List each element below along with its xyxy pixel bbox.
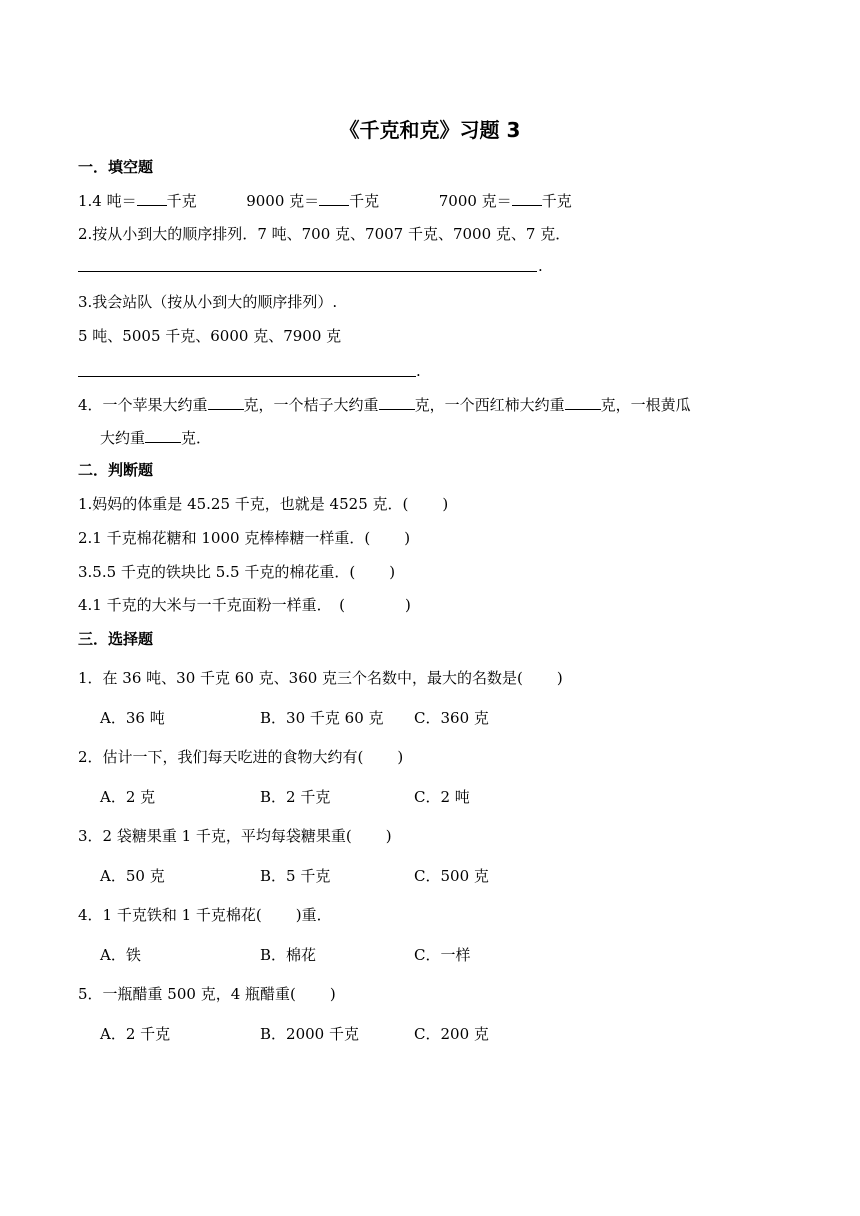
judge-item <box>78 494 448 514</box>
option-a[interactable]: A．36 吨 <box>100 709 165 727</box>
q1-c-prefix: 7000 克＝ <box>438 192 512 210</box>
judge-close: ) <box>404 596 411 614</box>
question-close: ) <box>329 985 336 1003</box>
question-stem: 4．1 千克铁和 1 千克棉花( <box>78 906 262 924</box>
judge-close: ) <box>442 495 449 513</box>
option-c[interactable]: C．500 克 <box>414 867 489 885</box>
option-b[interactable]: B．5 千克 <box>260 867 331 885</box>
question-1-2: 2.按从小到大的顺序排列．7 吨、700 克、7007 千克、7000 克、7 克． <box>78 225 571 243</box>
q1-b-suffix: 千克 <box>349 192 380 210</box>
q4-part: 大约重 <box>100 429 146 447</box>
q1-a-suffix: 千克 <box>166 192 197 210</box>
line-end-dot: . <box>416 362 421 380</box>
question-close: )重． <box>295 906 332 924</box>
judge-item <box>78 528 410 548</box>
page-title: 《千克和克》习题 3 <box>339 118 521 142</box>
question-stem: 3．2 袋糖果重 1 千克，平均每袋糖果重( <box>78 827 352 845</box>
option-a[interactable]: A．2 克 <box>100 788 156 806</box>
judge-text: 3.5.5 千克的铁块比 5.5 千克的棉花重．( <box>78 563 356 581</box>
section-heading-true-false: 二．判断题 <box>78 461 154 479</box>
option-c[interactable]: C．360 克 <box>414 709 489 727</box>
answer-blank[interactable] <box>145 427 181 443</box>
answer-blank[interactable] <box>565 394 601 410</box>
judge-text: 1.妈妈的体重是 45.25 千克，也就是 4525 克．( <box>78 495 409 513</box>
option-c[interactable]: C．一样 <box>414 946 471 964</box>
option-b[interactable]: B．30 千克 60 克 <box>260 709 384 727</box>
q4-part: 克，一根黄瓜 <box>600 396 691 414</box>
judge-item <box>78 595 411 615</box>
judge-text: 2.1 千克棉花糖和 1000 克棒棒糖一样重．( <box>78 529 371 547</box>
judge-text: 4.1 千克的大米与一千克面粉一样重． ( <box>78 596 345 614</box>
option-b[interactable]: B．2 千克 <box>260 788 331 806</box>
question-1-3-items: 5 吨、5005 千克、6000 克、7900 克 <box>78 327 342 345</box>
q4-part: 克，一个桔子大约重 <box>243 396 379 414</box>
question-stem: 1．在 36 吨、30 千克 60 克、360 克三个名数中，最大的名数是( <box>78 669 523 687</box>
question-stem: 2．估计一下，我们每天吃进的食物大约有( <box>78 748 364 766</box>
question-stem: 5．一瓶醋重 500 克，4 瓶醋重( <box>78 985 296 1003</box>
choice-question <box>78 905 332 925</box>
answer-blank[interactable] <box>379 394 415 410</box>
option-a[interactable]: A．2 千克 <box>100 1025 171 1043</box>
section-heading-fill-in: 一．填空题 <box>78 158 154 176</box>
answer-line[interactable] <box>78 271 537 272</box>
choice-question <box>78 984 336 1004</box>
choice-question <box>78 826 392 846</box>
q1-a-prefix: 1.4 吨＝ <box>78 192 137 210</box>
question-close: ) <box>556 669 563 687</box>
line-end-dot: . <box>538 257 543 275</box>
question-1-1 <box>78 190 572 211</box>
q4-part: 克，一个西红柿大约重 <box>414 396 565 414</box>
answer-blank[interactable] <box>137 190 167 206</box>
judge-close: ) <box>389 563 396 581</box>
option-a[interactable]: A．铁 <box>100 946 141 964</box>
q4-part: 克． <box>181 429 212 447</box>
option-c[interactable]: C．2 吨 <box>414 788 470 806</box>
choice-question <box>78 668 563 688</box>
answer-line[interactable] <box>78 376 416 377</box>
judge-close: ) <box>404 529 411 547</box>
option-c[interactable]: C．200 克 <box>414 1025 489 1043</box>
question-close: ) <box>397 748 404 766</box>
section-heading-multiple-choice: 三．选择题 <box>78 630 154 648</box>
q1-c-suffix: 千克 <box>541 192 572 210</box>
judge-item <box>78 562 395 582</box>
answer-blank[interactable] <box>512 190 542 206</box>
option-b[interactable]: B．2000 千克 <box>260 1025 359 1043</box>
q1-b-prefix: 9000 克＝ <box>246 192 320 210</box>
question-1-4 <box>78 394 691 415</box>
option-a[interactable]: A．50 克 <box>100 867 165 885</box>
q4-part: 4．一个苹果大约重 <box>78 396 208 414</box>
question-1-3: 3.我会站队（按从小到大的顺序排列）. <box>78 293 338 311</box>
option-b[interactable]: B．棉花 <box>260 946 317 964</box>
question-1-4-cont <box>100 427 211 448</box>
choice-question <box>78 747 403 767</box>
question-close: ) <box>385 827 392 845</box>
answer-blank[interactable] <box>208 394 244 410</box>
answer-blank[interactable] <box>319 190 349 206</box>
